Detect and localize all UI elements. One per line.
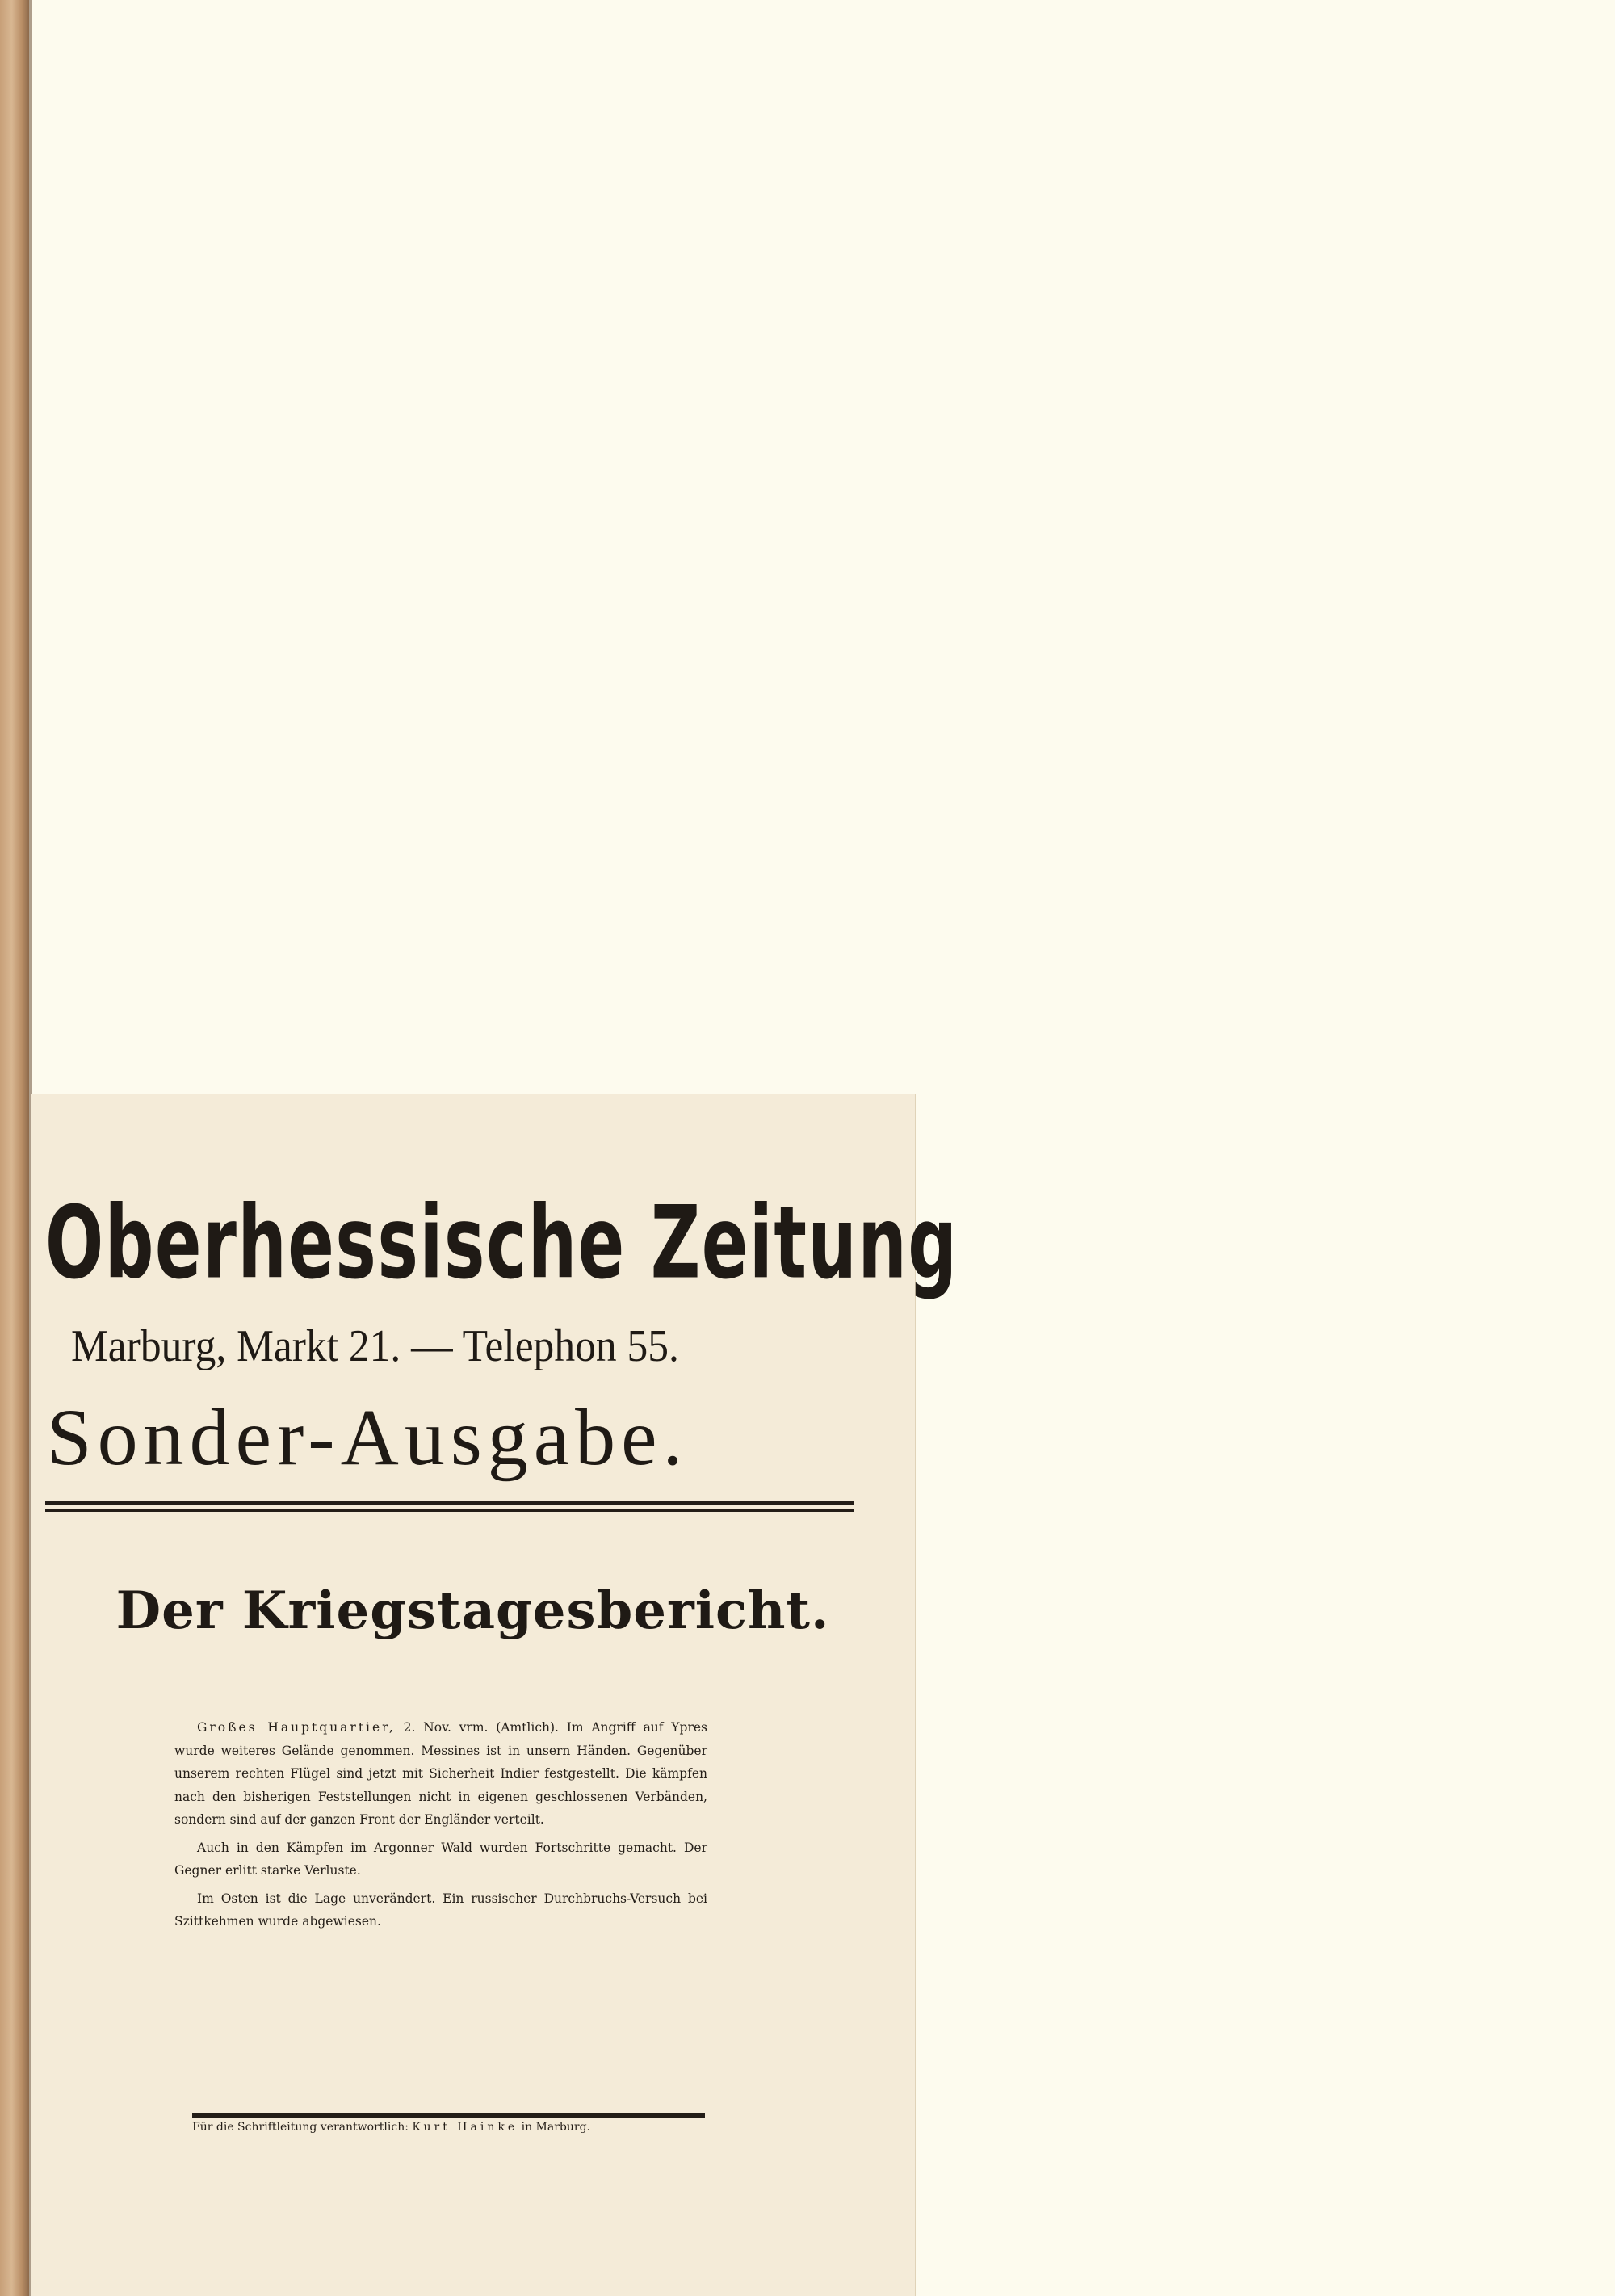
newspaper-clipping [31,1094,959,2296]
masthead: Oberhessische Zeitung [45,1184,959,1301]
edition-title: Sonder-Ausgabe. [47,1392,689,1482]
article-body [174,1716,707,1938]
imprint-lead: Für die Schriftleitung verantwortlich: [192,2121,409,2134]
article-paragraph-2: Auch in den Kämpfen im Argonner Wald wurden Fortschritte gemacht. Der Gegner erlitt starke Verluste. [174,1840,707,1878]
dateline: Großes Hauptquartier, [197,1720,396,1735]
headline: Der Kriegstagesbericht. [115,1580,830,1641]
article-paragraph-1 [174,1716,707,1832]
address-line: Marburg, Markt 21. — Telephon 55. [71,1321,679,1371]
double-rule-top [45,1501,854,1505]
imprint-place: in Marburg. [521,2121,590,2134]
imprint-editor: Kurt Hainke [412,2121,518,2134]
paragraph-1-text: 2. Nov. vrm. (Amtlich). Im Angriff auf Ypres wurde weiteres Gelände genommen. Messines ist in unsern Händen. Gegenüber unserem rechten Flügel sind jetzt mit Sicherheit Indier festgestellt. Die kämpfen nach den bisherigen Feststellungen nicht in eigenen geschlossenen Verbänden, sondern sind auf der ganzen Front der Engländer verteilt. [174,1720,707,1827]
article-paragraph-3: Im Osten ist die Lage unverändert. Ein russischer Durchbruchs-Versuch bei Szittkehmen wurde abgewiesen. [174,1891,707,1929]
book-spine [0,0,29,2296]
double-rule-bottom [45,1509,854,1512]
footer-rule [192,2113,705,2118]
imprint-footer [192,2120,709,2134]
